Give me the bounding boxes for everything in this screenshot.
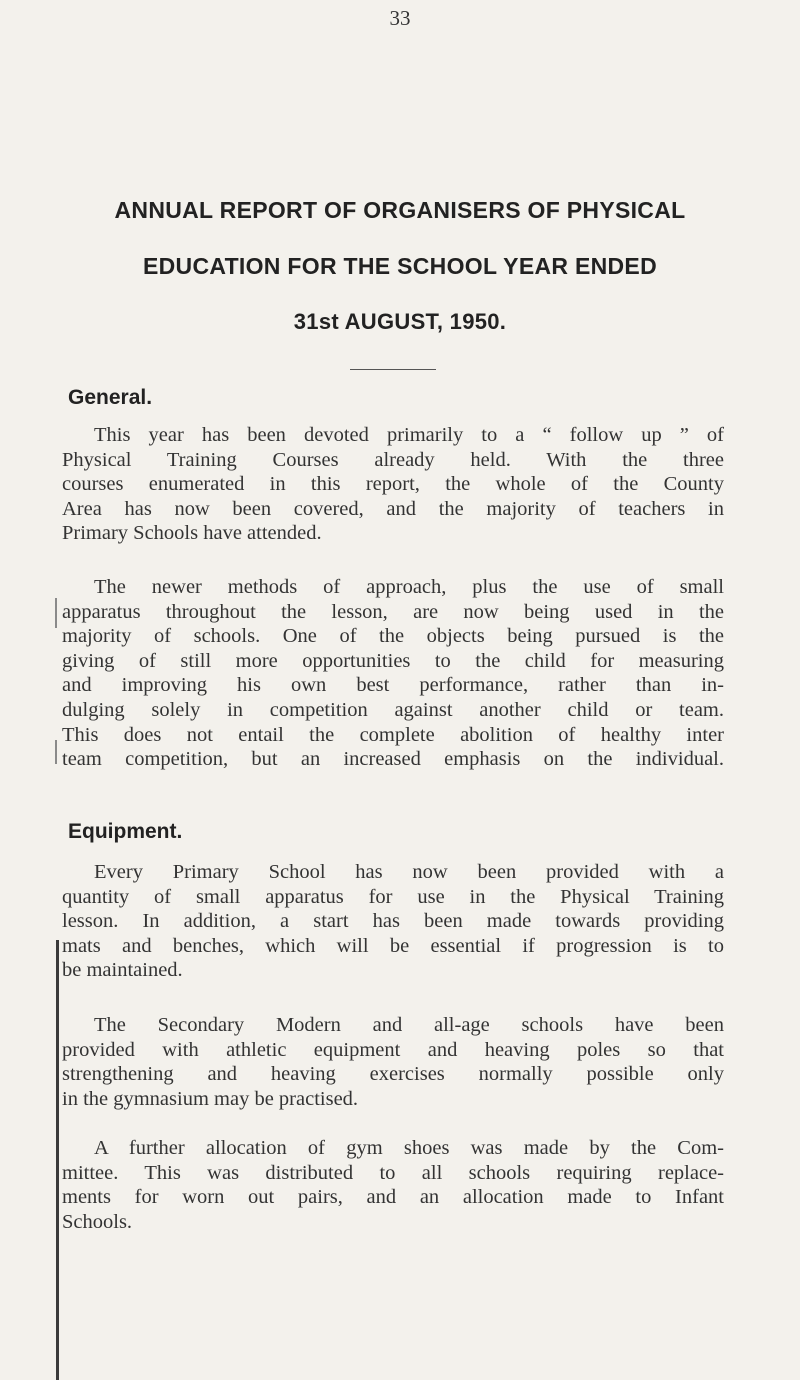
text-line: Primary Schools have attended. bbox=[62, 522, 322, 545]
text-line: in the gymnasium may be practised. bbox=[62, 1087, 359, 1110]
title-line-2: EDUCATION FOR THE SCHOOL YEAR ENDED bbox=[143, 253, 657, 279]
margin-mark bbox=[55, 598, 57, 628]
text-line: courses enumerated in this report, the whole of the County bbox=[62, 473, 724, 496]
text-line: The Secondary Modern and all-age schools have been bbox=[94, 1014, 724, 1036]
text-line: be maintained. bbox=[62, 959, 183, 982]
text-line: lesson. In addition, a start has been made towards providing bbox=[62, 910, 724, 933]
text-line: The newer methods of approach, plus the use of small bbox=[94, 576, 724, 598]
text-line: ments for worn out pairs, and an allocation made to Infant bbox=[62, 1186, 724, 1209]
text-line: Area has now been covered, and the majority of teachers in bbox=[62, 497, 724, 520]
text-line: This year has been devoted primarily to a “ follow up ” of bbox=[94, 424, 724, 446]
paragraph-general-1 bbox=[62, 423, 724, 546]
title-line-1: ANNUAL REPORT OF ORGANISERS OF PHYSICAL bbox=[114, 197, 686, 223]
text-line: mittee. This was distributed to all schools requiring replace- bbox=[62, 1161, 724, 1184]
page-number: 33 bbox=[389, 6, 411, 30]
text-line: A further allocation of gym shoes was made by the Com- bbox=[94, 1137, 724, 1159]
paragraph-equipment-3 bbox=[62, 1136, 724, 1234]
report-title bbox=[70, 182, 730, 350]
title-line-3: 31st AUGUST, 1950. bbox=[293, 309, 507, 334]
text-line: strengthening and heaving exercises normally possible only bbox=[62, 1063, 724, 1086]
text-line: apparatus throughout the lesson, are now being used in the bbox=[62, 600, 724, 623]
paragraph-equipment-1 bbox=[62, 860, 724, 983]
paragraph-equipment-2 bbox=[62, 1013, 724, 1111]
text-line: mats and benches, which will be essential if progression is to bbox=[62, 934, 724, 957]
text-line: team competition, but an increased emphasis on the individual. bbox=[62, 748, 724, 771]
text-line: Schools. bbox=[62, 1210, 133, 1233]
title-divider bbox=[350, 369, 436, 370]
margin-mark bbox=[55, 740, 57, 764]
text-line: Every Primary School has now been provided with a bbox=[94, 861, 724, 883]
paragraph-general-2 bbox=[62, 575, 724, 772]
text-line: This does not entail the complete abolition of healthy inter bbox=[62, 723, 724, 746]
text-line: majority of schools. One of the objects being pursued is the bbox=[62, 625, 724, 648]
section-heading-general: General. bbox=[68, 386, 153, 409]
text-line: quantity of small apparatus for use in the Physical Training bbox=[62, 885, 724, 908]
text-line: Physical Training Courses already held. With the three bbox=[62, 448, 724, 471]
text-line: giving of still more opportunities to the child for measuring bbox=[62, 649, 724, 672]
text-line: and improving his own best performance, rather than in- bbox=[62, 674, 724, 697]
text-line: provided with athletic equipment and heaving poles so that bbox=[62, 1038, 724, 1061]
margin-mark bbox=[56, 940, 59, 1380]
text-line: dulging solely in competition against another child or team. bbox=[62, 698, 724, 721]
section-heading-equipment: Equipment. bbox=[68, 820, 183, 843]
